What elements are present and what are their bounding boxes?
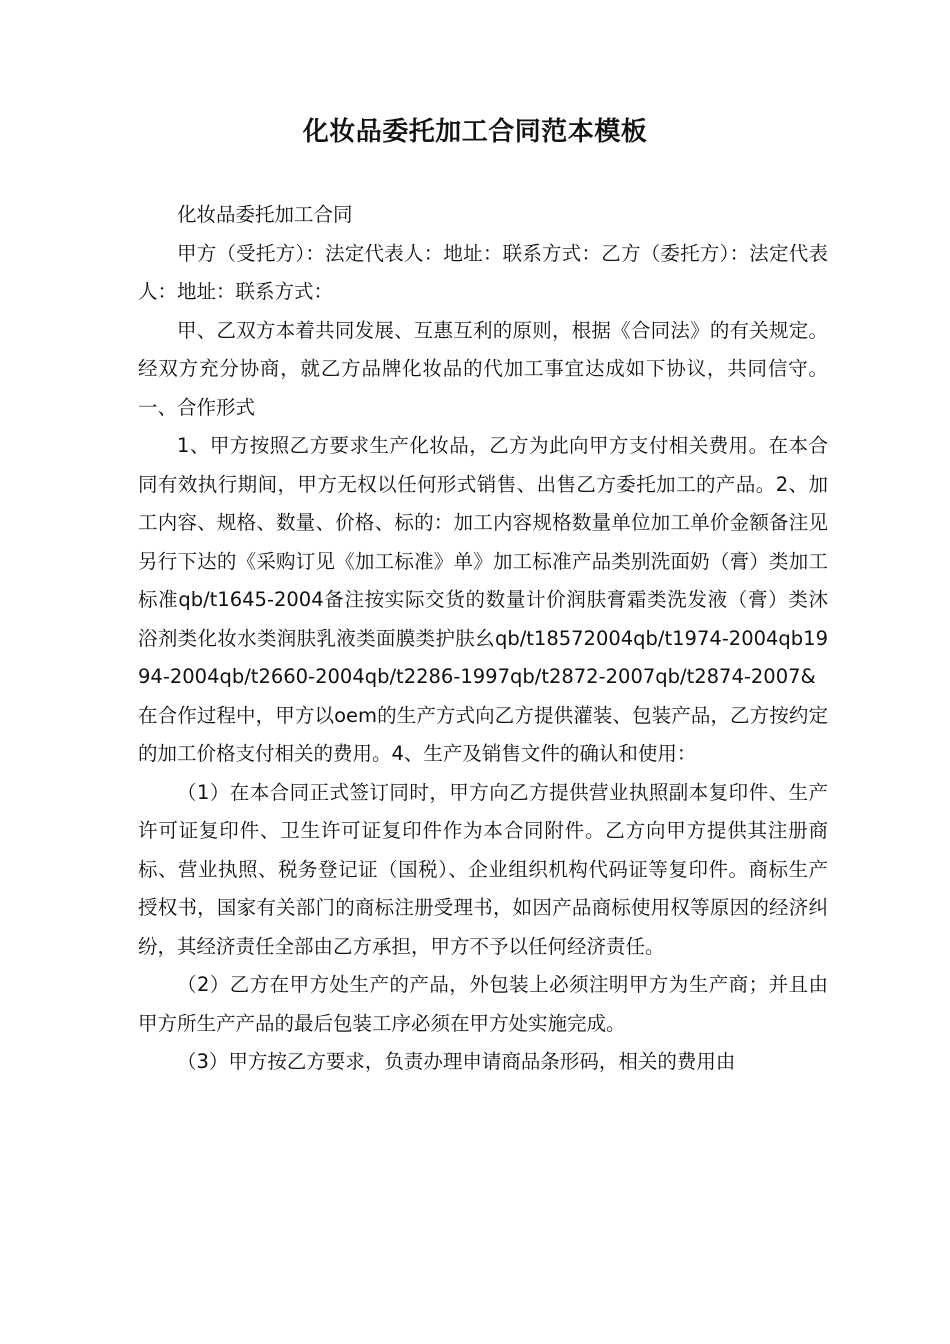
paragraph-contract-heading: 化妆品委托加工合同 <box>177 203 353 226</box>
paragraph-parties: 甲方（受托方）：法定代表人：地址：联系方式：乙方（委托方）：法定代表人：地址：联系方式： <box>138 241 828 303</box>
paragraph-preamble: 甲、乙双方本着共同发展、互惠互利的原则，根据《合同法》的有关规定。经双方充分协商，就乙方品牌化妆品的代加工事宜达成如下协议，共同信守。一、合作形式 <box>138 318 828 419</box>
document-title: 化妆品委托加工合同范本模板 <box>302 117 648 147</box>
paragraph-clause-1: （1）在本合同正式签订同时，甲方向乙方提供营业执照副本复印件、生产许可证复印件、卫生许可证复印件作为本合同附件。乙方向甲方提供其注册商标、营业执照、税务登记证（国税）、企业组织机构代码证等复印件。商标生产授权书，国家有关部门的商标注册受理书，如因产品商标使用权等原因的经济纠纷，其经济责任全部由乙方承担，甲方不予以任何经济责任。 <box>138 780 828 958</box>
paragraph-cooperation-terms: 1、甲方按照乙方要求生产化妆品，乙方为此向甲方支付相关费用。在本合同有效执行期间，甲方无权以任何形式销售、出售乙方委托加工的产品。2、加工内容、规格、数量、价格、标的：加工内容规格数量单位加工单价金额备注见另行下达的《采购订见《加工标准》单》加工标准产品类别洗面奶（膏）类加工标准qb/t1645-2004备注按实际交货的数量计价润肤膏霜类洗发液（膏）类沐浴剂类化妆水类润肤乳液类面膜类护肤幺qb/t18572004qb/t1974-2004qb1994-2004qb/t2660-2004qb/t2286-1997qb/t2872-2007qb/t2874-2007&在合作过程中，甲方以oem的生产方式向乙方提供灌装、包装产品，乙方按约定的加工价格支付相关的费用。4、生产及销售文件的确认和使用： <box>138 434 828 765</box>
paragraph-clause-3: （3）甲方按乙方要求，负责办理申请商品条形码，相关的费用由 <box>177 1050 736 1073</box>
document-body <box>138 196 828 1082</box>
paragraph-clause-2: （2）乙方在甲方处生产的产品，外包装上必须注明甲方为生产商；并且由甲方所生产产品的最后包装工序必须在甲方处实施完成。 <box>138 973 828 1035</box>
